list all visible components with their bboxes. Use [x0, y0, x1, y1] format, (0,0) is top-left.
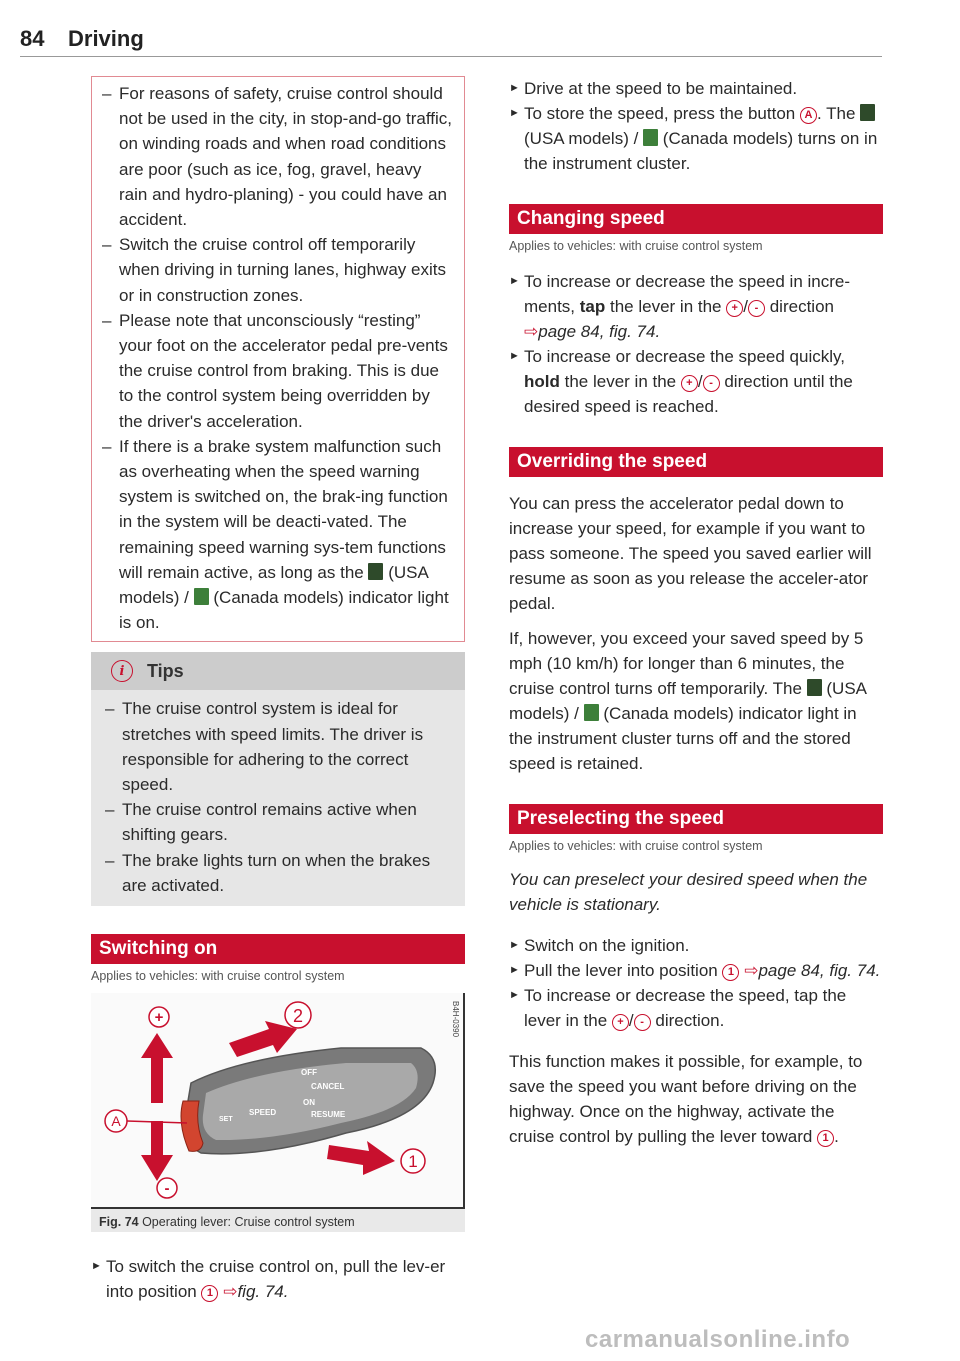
- marker-1-icon: 1: [722, 964, 739, 981]
- tips-list: [91, 696, 465, 898]
- cruise-indicator-icon: [368, 563, 383, 580]
- cruise-indicator-canada-icon: [643, 129, 658, 146]
- step-item: ► Drive at the speed to be maintained.: [509, 79, 798, 98]
- section-heading: Changing speed: [509, 204, 883, 234]
- svg-text:1: 1: [408, 1152, 418, 1172]
- marker-1-icon: 1: [817, 1130, 834, 1147]
- overriding-section: [509, 447, 883, 776]
- paragraph: You can press the accelerator pedal down to increase your speed, for example if you want to pass someone. The speed you saved earlier will resume as soon as you release the acceler-ator pedal.: [509, 494, 872, 613]
- figure-74: [91, 993, 465, 1232]
- info-icon: i: [111, 660, 133, 682]
- plus-marker: [149, 1007, 169, 1027]
- tips-header: [91, 652, 465, 690]
- preselecting-section: [509, 804, 883, 1149]
- figure-caption: [91, 1209, 465, 1232]
- paragraph: If, however, you exceed your saved speed by 5 mph (10 km/h) for longer than 6 minutes, the cruise control turns off temporarily. The (USA models) / (Canada models) indicator light in the instrument cluster turns off and the stored speed is retained.: [509, 629, 867, 773]
- list-item: – If there is a brake system malfunction such as overheating when the speed warning system is switched on, the brak-ing function in the system will be deacti-vated. The remaining speed warning sys-tem functions will remain active, as long as the (USA models) / (Canada models) indicator light is on.: [102, 436, 449, 633]
- plus-icon: +: [681, 375, 698, 392]
- step-item: ► To increase or decrease the speed, tap the lever in the + / - direction.: [509, 986, 847, 1030]
- marker-2: [285, 1002, 311, 1028]
- marker-1-icon: 1: [201, 1285, 218, 1302]
- lever-label-resume: RESUME: [311, 1110, 346, 1120]
- button-a-leader: [127, 1121, 187, 1123]
- step-item: ► To store the speed, press the button A . The (USA models) / (Canada models) turns on in the instrument cluster.: [509, 104, 878, 173]
- marker-a: [105, 1110, 127, 1132]
- section-title: Driving: [68, 26, 144, 51]
- tips-title: Tips: [147, 660, 184, 681]
- plus-icon: +: [726, 300, 743, 317]
- figure-code: B4H-0390: [451, 1001, 460, 1038]
- right-column: [509, 76, 883, 1149]
- intro-text: You can preselect your desired speed when the vehicle is stationary.: [509, 870, 868, 914]
- applies-to: Applies to vehicles: with cruise control system: [509, 839, 763, 853]
- figure-ref-link[interactable]: fig. 74.: [237, 1282, 289, 1302]
- left-column: [91, 76, 465, 1304]
- list-item: – Switch the cruise control off temporarily when driving in turning lanes, highway exits or in construction zones.: [102, 235, 446, 305]
- changing-speed-section: [509, 204, 883, 419]
- section-heading: Overriding the speed: [509, 447, 883, 477]
- list-item: – For reasons of safety, cruise control should not be used in the city, in stop-and-go traffic, on winding roads and when road conditions are poor (such as ice, fog, gravel, heavy rain and hydro-planing) - you could have an accident.: [102, 84, 452, 230]
- page-header: [20, 22, 882, 57]
- step-item: ► Pull the lever into position 1 ⇨page 84, fig. 74.: [509, 961, 881, 980]
- tips-body: [91, 690, 465, 906]
- lever-illustration: [91, 993, 465, 1209]
- cruise-indicator-icon: [860, 104, 875, 121]
- paragraph: This function makes it possible, for example, to save the speed you want before driving on the highway. Once on the highway, activate the cruise control by pulling the lever toward 1 .: [509, 1052, 863, 1146]
- minus-marker: [157, 1178, 177, 1198]
- step-item: ► To increase or decrease the speed in incre-ments, tap the lever in the + / - direction ⇨page 84, fig. 74.: [509, 272, 851, 341]
- lever-label-cancel: CANCEL: [311, 1082, 345, 1092]
- lever-label-on: ON: [303, 1098, 315, 1108]
- svg-text:+: +: [154, 1009, 164, 1027]
- warning-list: [92, 81, 464, 635]
- watermark: carmanualsonline.info: [585, 1326, 851, 1353]
- marker-1: [401, 1149, 425, 1173]
- cruise-indicator-canada-icon: [584, 704, 599, 721]
- page-ref-link[interactable]: page 84, fig. 74.: [538, 322, 661, 341]
- cruise-indicator-icon: [807, 679, 822, 696]
- figure-caption-label: Fig. 74: [99, 1215, 139, 1230]
- marker-a-icon: A: [800, 107, 817, 124]
- warning-box: [91, 76, 465, 642]
- cruise-indicator-canada-icon: [194, 588, 209, 605]
- arrow-2-icon: [229, 1021, 297, 1057]
- list-item: – The cruise control remains active when shifting gears.: [105, 800, 417, 845]
- applies-to: Applies to vehicles: with cruise control system: [91, 969, 345, 984]
- page-ref-link[interactable]: page 84, fig. 74.: [758, 961, 881, 980]
- arrow-up-icon: [141, 1033, 173, 1103]
- minus-icon: -: [748, 300, 765, 317]
- applies-to: Applies to vehicles: with cruise control system: [509, 239, 763, 253]
- section-heading: Switching on: [91, 934, 465, 964]
- minus-icon: -: [703, 375, 720, 392]
- svg-text:2: 2: [292, 1006, 304, 1027]
- lever-label-set: SET: [219, 1116, 233, 1124]
- switching-on-section: [91, 934, 465, 1304]
- lever-label-speed: SPEED: [249, 1108, 277, 1118]
- minus-icon: -: [634, 1014, 651, 1031]
- list-item: – Please note that unconsciously “resting” your foot on the accelerator pedal pre-vents the cruise control from braking. This is due to the control system being overridden by the driver's acceleration.: [102, 310, 448, 431]
- tips-box: [91, 652, 465, 906]
- step-item: ► To increase or decrease the speed quickly, hold the lever in the + / - direction until the desired speed is reached.: [509, 347, 853, 416]
- section-heading: Preselecting the speed: [509, 804, 883, 834]
- arrow-down-icon: [141, 1121, 173, 1181]
- figure-caption-text: Operating lever: Cruise control system: [142, 1215, 355, 1230]
- list-item: – The cruise control system is ideal for stretches with speed limits. The driver is responsible for adhering to the correct speed.: [105, 699, 424, 795]
- step-item: ► To switch the cruise control on, pull the lev-er into position 1 ⇨fig. 74.: [91, 1257, 446, 1302]
- lever-label-off: OFF: [301, 1068, 317, 1078]
- cruise-lever-diagram: [91, 993, 463, 1207]
- svg-text:-: -: [164, 1180, 170, 1198]
- list-item: – The brake lights turn on when the brakes are activated.: [105, 850, 431, 895]
- step-item: ► Switch on the ignition.: [509, 936, 690, 955]
- plus-icon: +: [612, 1014, 629, 1031]
- arrow-1-icon: [327, 1141, 395, 1175]
- page-number: 84: [20, 26, 45, 51]
- svg-text:A: A: [111, 1113, 121, 1130]
